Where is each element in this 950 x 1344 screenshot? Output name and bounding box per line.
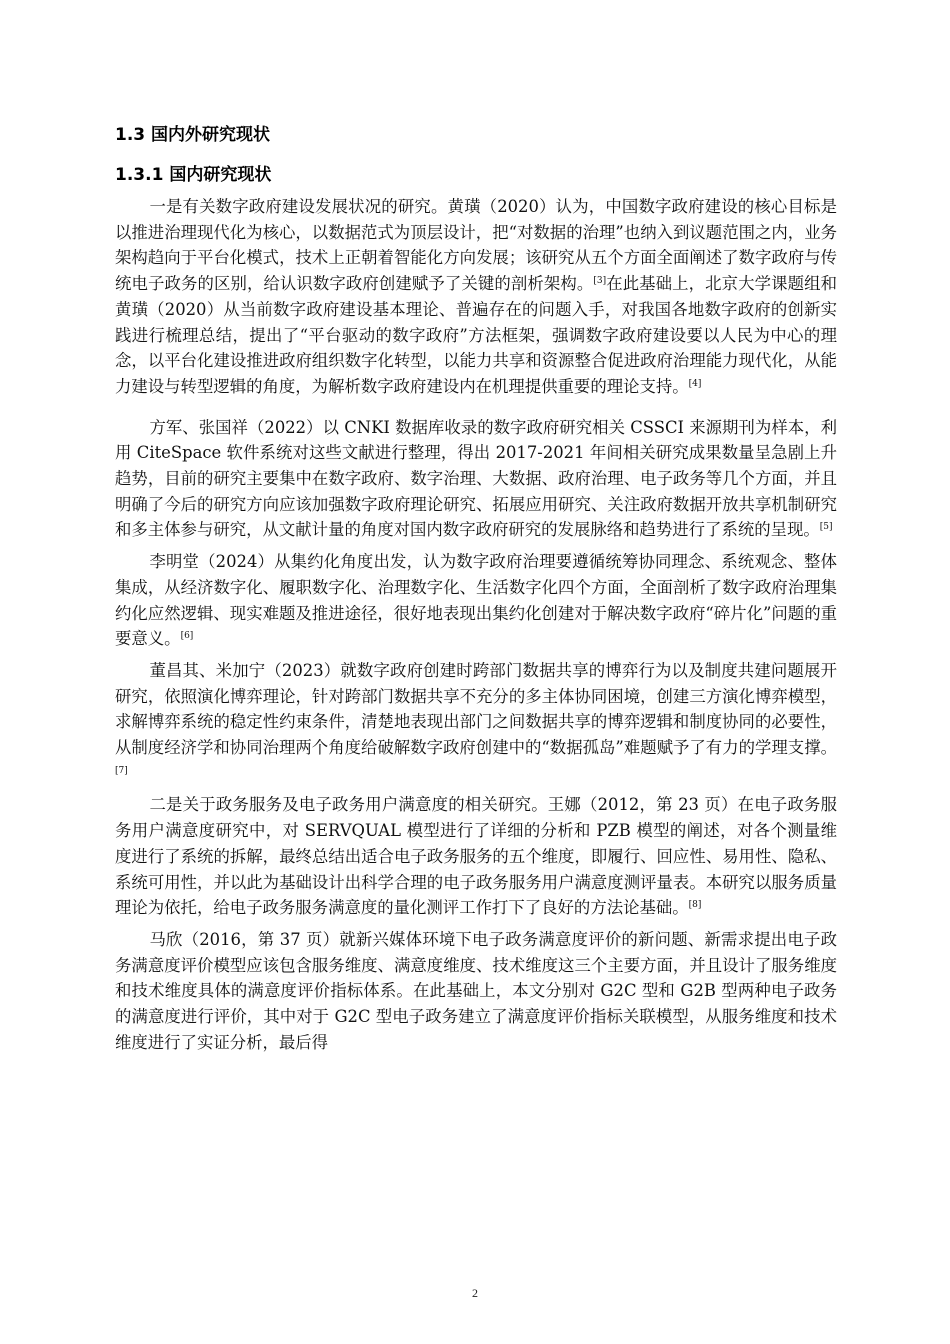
page-number: 2: [472, 1286, 478, 1300]
paragraph-text: 董昌其、米加宁（2023）就数字政府创建时跨部门数据共享的博弈行为以及制度共建问题展开研究，依照演化博弈理论，针对跨部门数据共享不充分的多主体协同困境，创建三方演化博弈模型，求解博弈系统的稳定性约束条件，清楚地表现出部门之间数据共享的博弈逻辑和制度协同的必要性，从制度经济学和协同治理两个角度给破解数字政府创建中的“数据孤岛”难题赋予了有力的学理支撑。: [115, 660, 837, 758]
paragraph-3: [115, 549, 837, 652]
citation-marker: [6]: [180, 631, 194, 642]
citation-marker: [4]: [688, 378, 702, 389]
subsection-heading: 1.3.1 国内研究现状: [115, 165, 272, 185]
paragraph-text: 马欣（2016，第 37 页）就新兴媒体环境下电子政务满意度评价的新问题、新需求提出电子政务满意度评价模型应该包含服务维度、满意度维度、技术维度这三个主要方面，并且设计了服务维度和技术维度具体的满意度评价指标体系。在此基础上，本文分别对 G2C 型和 G2B 型两种电子政务的满意度进行评价，其中对于 G2C 型电子政务建立了满意度评价指标关联模型，从服务维度和技术维度进行了实证分析，最后得: [115, 929, 837, 1052]
paragraph-2: [115, 415, 837, 544]
paragraph-text: 一是有关数字政府建设发展状况的研究。黄璜（2020）认为，中国数字政府建设的核心目标是以推进治理现代化为核心，以数据范式为顶层设计，把“对数据的治理”也纳入到议题范围之内，业务架构趋向于平台化模式，技术上正朝着智能化方向发展；该研究从五个方面全面阐述了数字政府与传统电子政务的区别，给认识数字政府创建赋予了关键的剖析架构。: [115, 197, 837, 294]
section-heading: 1.3 国内外研究现状: [115, 125, 271, 145]
paragraph-text: 方军、张国祥（2022）以 CNKI 数据库收录的数字政府研究相关 CSSCI 来源期刊为样本，利用 CiteSpace 软件系统对这些文献进行整理，得出 2017-2021 年间相关研究成果数量呈急剧上升趋势，目前的研究主要集中在数字政府、数字治理、大数据、政府治理、电子政务等几个方面，并且明确了今后的研究方向应该加强数字政府理论研究、拓展应用研究、关注政府数据开放共享机制研究和多主体参与研究，从文献计量的角度对国内数字政府研究的发展脉络和趋势进行了系统的呈现。: [115, 417, 837, 540]
paragraph-4: [115, 658, 837, 787]
citation-marker: [3]: [593, 276, 607, 287]
citation-marker: [7]: [115, 765, 128, 776]
paragraph-5: [115, 792, 837, 921]
citation-marker: [5]: [819, 522, 833, 533]
page-content: [115, 112, 837, 1062]
paragraph-text: 李明堂（2024）从集约化角度出发，认为数字政府治理要遵循统筹协同理念、系统观念、整体集成，从经济数字化、履职数字化、治理数字化、生活数字化四个方面，全面剖析了数字政府治理集约化应然逻辑、现实难题及推进途径，很好地表现出集约化创建对于解决数字政府“碎片化”问题的重要意义。: [115, 552, 837, 649]
paragraph-1: [115, 194, 837, 400]
paragraph-6: [115, 927, 837, 1056]
paragraph-text: 二是关于政务服务及电子政务用户满意度的相关研究。王娜（2012，第 23 页）在电子政务服务用户满意度研究中，对 SERVQUAL 模型进行了详细的分析和 PZB 模型的阐述，对各个测量维度进行了系统的拆解，最终总结出适合电子政务服务的五个维度，即履行、回应性、易用性、隐私、系统可用性，并以此为基础设计出科学合理的电子政务服务用户满意度测评量表。本研究以服务质量理论为依托，给电子政务服务满意度的量化测评工作打下了良好的方法论基础。: [115, 795, 837, 918]
citation-marker: [8]: [688, 900, 702, 911]
paragraph-text: 在此基础上，北京大学课题组和黄璜（2020）从当前数字政府建设基本理论、普遍存在的问题入手，对我国各地数字政府的创新实践进行梳理总结，提出了“平台驱动的数字政府”方法框架，强调数字政府建设要以人民为中心的理念，以平台化建设推进政府组织数字化转型，以能力共享和资源整合促进政府治理能力现代化，从能力建设与转型逻辑的角度，为解析数字政府建设内在机理提供重要的理论支持。: [115, 274, 838, 396]
